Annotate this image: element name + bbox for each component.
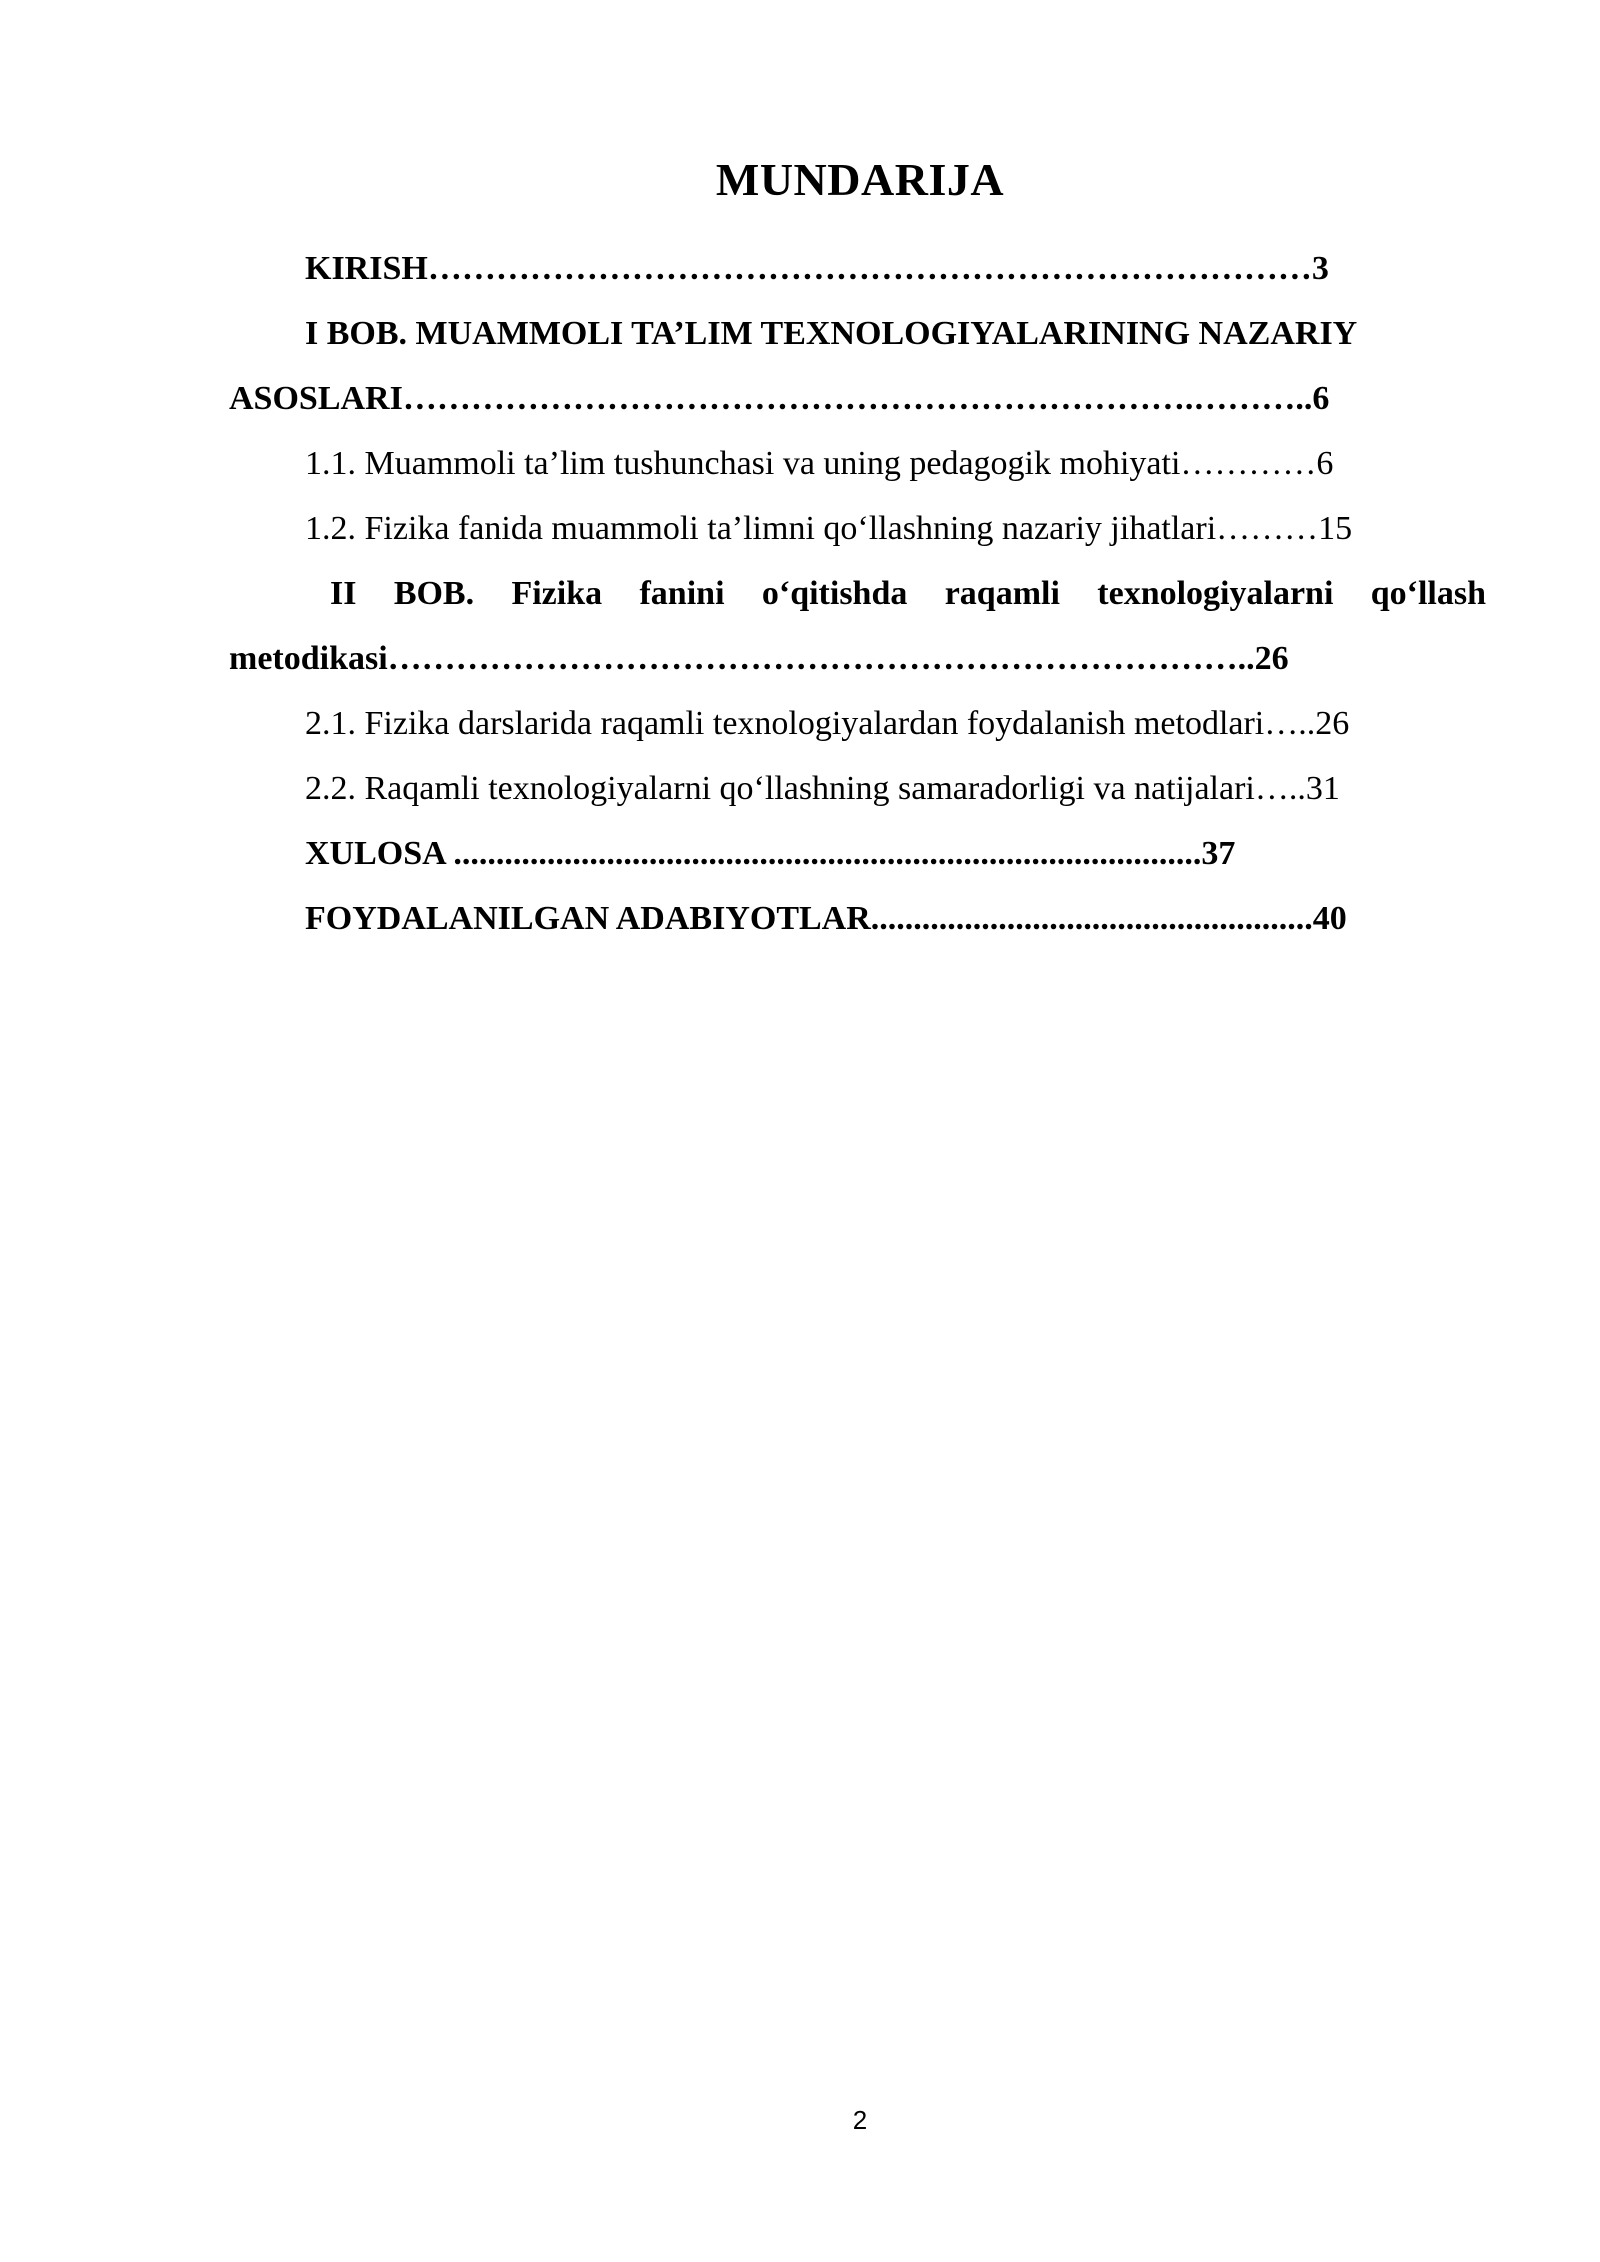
toc-entry-chapter2-line2: metodikasi…………………………………………………………………..26	[229, 640, 1289, 677]
page-title: MUNDARIJA	[715, 154, 1005, 205]
toc-entry-section-1-2: 1.2. Fizika fanida muammoli ta’limni qo‘llashning nazariy jihatlari………15	[305, 510, 1353, 547]
chapter2-word: qo‘llash	[1370, 575, 1486, 612]
chapter2-word: raqamli	[944, 575, 1060, 612]
toc-entry-kirish: KIRISH……………………………………………………………………3	[305, 250, 1329, 287]
toc-entry-section-1-1: 1.1. Muammoli ta’lim tushunchasi va uning pedagogik mohiyati…………6	[305, 445, 1334, 482]
chapter2-word: o‘qitishda	[761, 575, 908, 612]
toc-entry-section-2-2: 2.2. Raqamli texnologiyalarni qo‘llashning samaradorligi va natijalari…..31	[305, 770, 1340, 807]
chapter2-word: BOB.	[393, 575, 475, 612]
toc-entry-section-2-1: 2.1. Fizika darslarida raqamli texnologiyalardan foydalanish metodlari…..26	[305, 705, 1350, 742]
chapter2-word: fanini	[639, 575, 725, 612]
page-number: 2	[852, 2105, 868, 2135]
toc-entry-chapter2-line1	[330, 572, 1486, 616]
chapter2-word: Fizika	[511, 575, 603, 612]
toc-entry-chapter1-line2: ASOSLARI…………………………………………………………….………..6	[229, 380, 1330, 417]
chapter2-word: II	[330, 575, 357, 612]
toc-entry-adabiyotlar: FOYDALANILGAN ADABIYOTLAR....................................................40	[305, 900, 1347, 937]
toc-entry-chapter1-line1: I BOB. MUAMMOLI TA’LIM TEXNOLOGIYALARINING NAZARIY	[305, 315, 1358, 352]
chapter2-word: texnologiyalarni	[1097, 575, 1334, 612]
toc-entry-xulosa: XULOSA ........................................................................................37	[305, 835, 1236, 872]
